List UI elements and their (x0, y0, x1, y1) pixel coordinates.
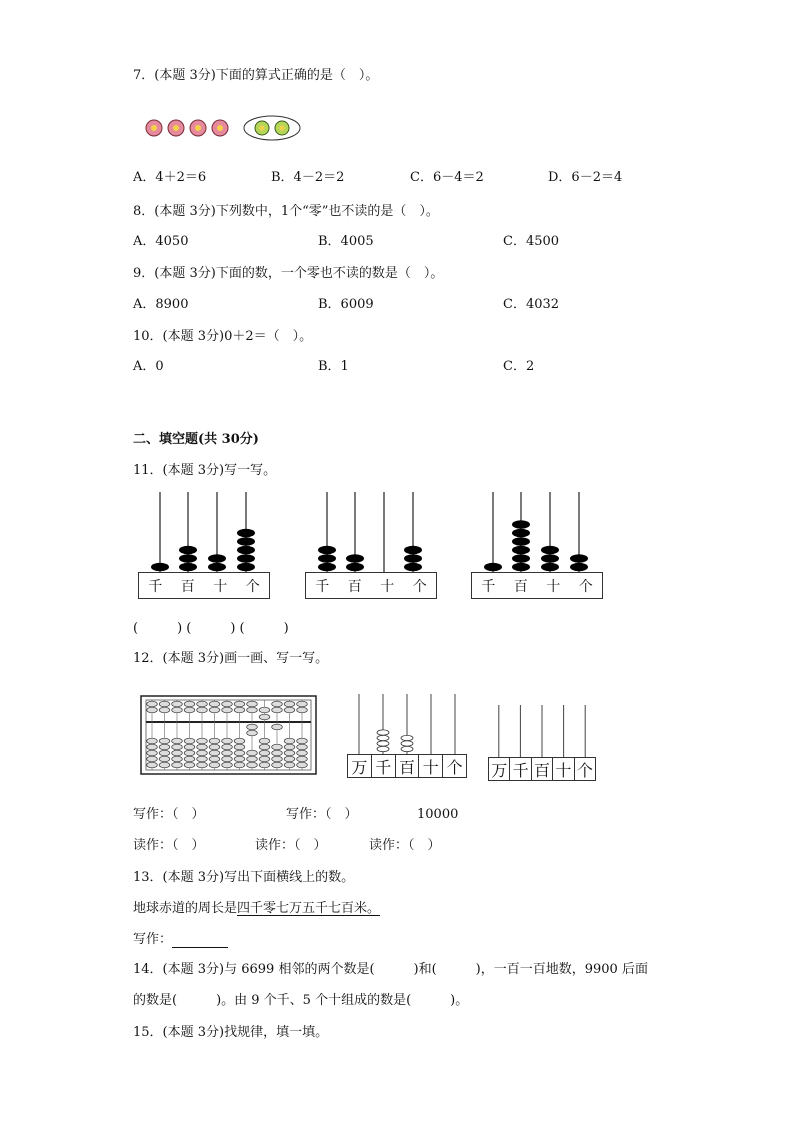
abacus-bead (512, 537, 530, 546)
q8-option-c[interactable]: C．4500 (503, 234, 560, 249)
suanpan-bead (297, 701, 308, 707)
suanpan-bead (284, 756, 295, 762)
abacus-bead (512, 546, 530, 555)
abacus-bead (404, 563, 422, 572)
q12-read-1[interactable]: 读作：（ ） (133, 838, 205, 853)
suanpan-bead (197, 701, 208, 707)
place-label: 十 (552, 758, 573, 781)
abacus-bead (541, 554, 559, 563)
flower-icon (190, 120, 206, 136)
suanpan-bead (259, 750, 270, 756)
abacus-bead (237, 546, 255, 555)
abacus-bead (318, 554, 336, 563)
q11-stem: 11．(本题 3分)写一写。 (133, 463, 277, 478)
q11-answer-blanks[interactable]: ( ) ( ) ( ) (133, 621, 289, 636)
place-label: 千 (481, 578, 496, 595)
suanpan-bead (184, 701, 195, 707)
suanpan-bead (222, 762, 233, 768)
q12-counter-1 (347, 692, 467, 778)
suanpan-bead (297, 750, 308, 756)
flower-icon (212, 120, 228, 136)
place-label: 十 (418, 755, 442, 778)
suanpan-bead (272, 707, 283, 713)
suanpan-bead (259, 714, 270, 720)
suanpan-bead (284, 762, 295, 768)
place-label: 个 (578, 578, 593, 595)
suanpan-bead (172, 738, 183, 744)
q12-read-3[interactable]: 读作：（ ） (369, 838, 441, 853)
suanpan-bead (159, 750, 170, 756)
place-label: 十 (546, 578, 561, 595)
suanpan-bead (234, 738, 245, 744)
abacus-bead (541, 563, 559, 572)
q13-underlined-number: 四千零七万五千七百米。 (237, 901, 381, 916)
suanpan-bead (184, 707, 195, 713)
place-label: 个 (442, 755, 466, 778)
suanpan-bead (234, 701, 245, 707)
suanpan-bead (197, 762, 208, 768)
suanpan-bead (172, 750, 183, 756)
counter-bead (401, 746, 413, 751)
q9-option-b[interactable]: B．6009 (318, 297, 374, 312)
abacus-bead (346, 554, 364, 563)
abacus-bead (179, 563, 197, 572)
q13-write-label: 写作： (133, 932, 173, 947)
abacus-bead (179, 546, 197, 555)
suanpan-bead (247, 750, 258, 756)
q14-line-2: 的数是( )。由 9 个千、5 个十组成的数是( )。 (133, 993, 469, 1008)
abacus-place-labels (305, 572, 437, 599)
counter-bead (377, 741, 389, 746)
suanpan-bead (172, 744, 183, 750)
q8-option-a[interactable]: A．4050 (133, 234, 189, 249)
suanpan-bead (172, 707, 183, 713)
place-label: 万 (491, 760, 508, 780)
suanpan-bead (159, 701, 170, 707)
place-label: 千 (371, 755, 395, 778)
abacus-bead (541, 546, 559, 555)
q10-option-c[interactable]: C．2 (503, 359, 535, 374)
abacus-place-labels (471, 572, 603, 599)
counter-place-labels (488, 757, 596, 781)
counter-bead (401, 741, 413, 746)
place-label: 千 (148, 578, 163, 595)
suanpan-bead (184, 756, 195, 762)
abacus-bead (151, 563, 169, 572)
abacus-bead (404, 554, 422, 563)
place-label: 百 (180, 578, 195, 595)
suanpan-bead (172, 756, 183, 762)
abacus-bead (237, 529, 255, 538)
suanpan-bead (147, 762, 158, 768)
q10-option-b[interactable]: B．1 (318, 359, 349, 374)
suanpan-abacus (140, 695, 317, 775)
section-title: 二、填空题(共 30分) (133, 432, 259, 447)
q13-stem: 13．(本题 3分)写出下面横线上的数。 (133, 870, 355, 885)
suanpan-bead (297, 762, 308, 768)
place-label: 百 (347, 578, 362, 595)
suanpan-bead (259, 744, 270, 750)
abacus-bead (570, 554, 588, 563)
suanpan-bead (297, 756, 308, 762)
abacus-bead (179, 554, 197, 563)
suanpan-bead (184, 744, 195, 750)
suanpan-bead (284, 750, 295, 756)
suanpan-bead (234, 707, 245, 713)
suanpan-bead (184, 750, 195, 756)
suanpan-bead (247, 701, 258, 707)
abacus-bead (512, 520, 530, 529)
q7-option-d[interactable]: D．6－2＝4 (548, 170, 623, 185)
suanpan-bead (284, 738, 295, 744)
q12-stem: 12．(本题 3分)画一画、写一写。 (133, 651, 329, 666)
suanpan-bead (259, 738, 270, 744)
suanpan-bead (172, 762, 183, 768)
place-label: 百 (531, 758, 552, 781)
suanpan-bead (222, 750, 233, 756)
q7-stem: 7．(本题 3分)下面的算式正确的是（ ）。 (133, 68, 379, 83)
suanpan-bead (197, 738, 208, 744)
suanpan-bead (147, 701, 158, 707)
suanpan-bead (222, 744, 233, 750)
suanpan-bead (234, 744, 245, 750)
suanpan-bead (247, 756, 258, 762)
suanpan-bead (272, 750, 283, 756)
suanpan-bead (159, 738, 170, 744)
q9-stem: 9．(本题 3分)下面的数，一个零也不读的数是（ ）。 (133, 266, 444, 281)
q10-stem: 10．(本题 3分)0＋2＝（ ）。 (133, 329, 313, 344)
q8-option-b[interactable]: B．4005 (318, 234, 374, 249)
suanpan-bead (197, 744, 208, 750)
flower-icon (146, 120, 162, 136)
suanpan-bead (247, 707, 258, 713)
suanpan-bead (184, 762, 195, 768)
q13-sentence (133, 901, 380, 917)
suanpan-bead (272, 756, 283, 762)
abacus-rods (471, 490, 603, 572)
suanpan-bead (259, 707, 270, 713)
suanpan-bead (159, 756, 170, 762)
counter-rods (347, 692, 467, 754)
suanpan-bead (147, 744, 158, 750)
suanpan-bead (297, 738, 308, 744)
suanpan-bead (284, 707, 295, 713)
suanpan-bead (172, 701, 183, 707)
flowers-picture (140, 113, 305, 143)
place-label: 千 (315, 578, 330, 595)
abacus-rods (138, 490, 270, 572)
q11-abacus-3 (471, 490, 603, 598)
abacus-bead (237, 537, 255, 546)
suanpan-bead (272, 762, 283, 768)
place-label: 万 (351, 757, 368, 777)
suanpan-bead (209, 750, 220, 756)
suanpan-bead (259, 756, 270, 762)
q7-option-a[interactable]: A．4＋2＝6 (133, 170, 207, 185)
suanpan-bead (284, 701, 295, 707)
q12-write-1[interactable]: 写作：（ ） (133, 807, 205, 822)
suanpan-bead (247, 762, 258, 768)
abacus-bead (570, 563, 588, 572)
suanpan-bead (197, 707, 208, 713)
abacus-bead (208, 563, 226, 572)
suanpan-bead (297, 744, 308, 750)
suanpan-bead (234, 750, 245, 756)
suanpan-bead (209, 701, 220, 707)
q12-read-2[interactable]: 读作：（ ） (255, 838, 327, 853)
q15-stem: 15．(本题 3分)找规律，填一填。 (133, 1025, 329, 1040)
place-label: 个 (574, 758, 595, 781)
suanpan-bead (147, 750, 158, 756)
suanpan-bead (209, 738, 220, 744)
suanpan-bead (284, 744, 295, 750)
place-label: 个 (245, 578, 260, 595)
q9-option-c[interactable]: C．4032 (503, 297, 560, 312)
suanpan-bead (209, 707, 220, 713)
place-label: 百 (395, 755, 419, 778)
q7-option-b[interactable]: B．4－2＝2 (271, 170, 345, 185)
suanpan-bead (197, 756, 208, 762)
counter-bead (377, 746, 389, 751)
suanpan-bead (222, 707, 233, 713)
q10-option-a[interactable]: A．0 (133, 359, 164, 374)
suanpan-bead (147, 738, 158, 744)
abacus-bead (512, 563, 530, 572)
abacus-bead (512, 554, 530, 563)
abacus-bead (237, 563, 255, 572)
place-label: 十 (213, 578, 228, 595)
suanpan-bead (184, 738, 195, 744)
suanpan-bead (222, 756, 233, 762)
suanpan-bead (147, 707, 158, 713)
suanpan-bead (297, 707, 308, 713)
abacus-bead (404, 546, 422, 555)
counter-bead (377, 730, 389, 735)
q9-option-a[interactable]: A．8900 (133, 297, 189, 312)
q13-write (133, 932, 228, 948)
q13-sentence-prefix: 地球赤道的周长是 (133, 901, 238, 916)
abacus-bead (318, 546, 336, 555)
suanpan-bead (159, 744, 170, 750)
suanpan-bead (209, 756, 220, 762)
q12-counter-2 (488, 703, 598, 779)
abacus-bead (484, 563, 502, 572)
q7-option-c[interactable]: C．6－4＝2 (410, 170, 484, 185)
place-label: 个 (412, 578, 427, 595)
suanpan-bead (272, 744, 283, 750)
suanpan-bead (259, 762, 270, 768)
q11-abacus-2 (305, 490, 437, 598)
flower-icon (275, 121, 289, 135)
abacus-bead (318, 563, 336, 572)
suanpan-bead (272, 701, 283, 707)
suanpan-bead (247, 724, 258, 730)
suanpan-bead (222, 701, 233, 707)
place-label: 千 (509, 758, 530, 781)
abacus-bead (208, 554, 226, 563)
counter-place-labels (347, 754, 467, 778)
suanpan-bead (159, 762, 170, 768)
place-label: 十 (380, 578, 395, 595)
counter-bead (401, 735, 413, 740)
abacus-bead (512, 529, 530, 538)
suanpan-bead (197, 750, 208, 756)
suanpan-bead (247, 730, 258, 736)
counter-bead (377, 735, 389, 740)
q11-abacus-1 (138, 490, 270, 598)
flower-icon (168, 120, 184, 136)
place-label: 百 (513, 578, 528, 595)
q12-write-2[interactable]: 写作：（ ） (286, 807, 358, 822)
suanpan-bead (222, 738, 233, 744)
suanpan-bead (209, 744, 220, 750)
suanpan-bead (147, 756, 158, 762)
counter-rods (488, 703, 596, 757)
q8-stem: 8．(本题 3分)下列数中，1个“零”也不读的是（ ）。 (133, 204, 439, 219)
q13-answer-line[interactable] (172, 935, 228, 948)
abacus-bead (237, 554, 255, 563)
abacus-place-labels (138, 572, 270, 599)
abacus-bead (346, 563, 364, 572)
suanpan-bead (234, 756, 245, 762)
suanpan-bead (209, 762, 220, 768)
abacus-rods (305, 490, 437, 572)
flower-icon (255, 121, 269, 135)
suanpan-bead (272, 724, 283, 730)
suanpan-bead (159, 707, 170, 713)
q12-number-3: 10000 (417, 807, 459, 822)
q14-line-1: 14．(本题 3分)与 6699 相邻的两个数是( )和( )，一百一百地数，9900 后面 (133, 962, 648, 977)
suanpan-bead (234, 762, 245, 768)
